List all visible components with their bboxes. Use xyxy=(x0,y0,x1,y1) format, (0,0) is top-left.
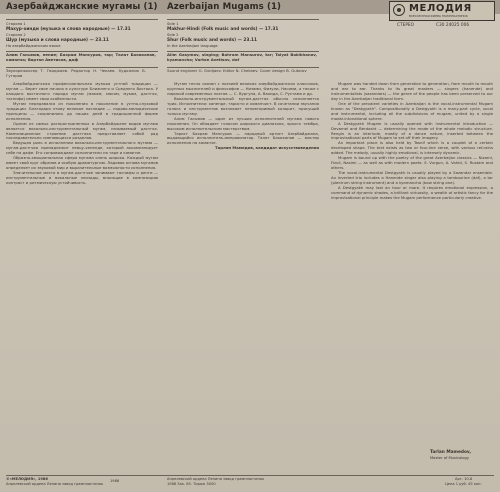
paragraph: A Destgyakh Mugam is usually opened with instrumental introduction — Devamel and Berdasht — determining the mode of the whole melodic structure. Rengin is an interlude, mostly of a dance nature, inserted between the improvisational parts of Mugam to set off their imagery. xyxy=(331,120,493,141)
paragraph: Вокально-инструментальный мугам-дастгях обычно исполняется трио. Исполнители: ханенде, таристи и кяманчист. В сочетании звучания голоса и инструментов возникает неповторимый колорит, присущий только мугаму. xyxy=(167,95,319,116)
melodiya-logo xyxy=(389,1,495,21)
paragraph: Mugam is bound up with the poetry of the great Azerbaijan classics — Nizami, Fizuli, Nasimi — as well as with modern poets: S. Vurgun, A. Vahid, S. Rustam and others. xyxy=(331,155,493,171)
author-signature-ru: Тарлан Мамедов, кандидат искусствоведения xyxy=(215,145,319,151)
credits-ru: Звукорежиссер Т. Гвиджаев. Редактор Н. Чекаев. Художник Б. Гуторов xyxy=(6,69,146,78)
title-english: Azerbaijan Mugams (1) xyxy=(167,2,282,12)
side2-label-en: Side 2 xyxy=(167,33,179,37)
paragraph: Алим Гасымов — один из лучших исполнителей мугама нового поколения. Он обладает голосом широкого диапазона, яркого тембра, высоким исполнительским мастерством. xyxy=(167,115,319,131)
paragraph: Значительное место в мугам-дастгяхе занимают таснифы и ренги — инструментальные и вокальные эпизоды, вносящие в композицию контраст и ритмическую устойчивость. xyxy=(6,170,158,186)
side2-label-ru: Сторона 2 xyxy=(6,33,26,37)
paragraph: Тарист Бахрам Мансуров — народный артист Азербайджана, выдающийся исполнитель-импровизатор. Талят Бакиханов — мастер исполнения на кяманче. xyxy=(167,130,319,146)
melodiya-record-icon xyxy=(393,4,405,16)
russian-text-column-1 xyxy=(6,82,158,472)
paragraph: A Destgyakh may last an hour or more. It requires emotional expression, a command of dynamic shades, a brilliant virtuosity, a wealth of artistic fancy for the improvisational principle makes the Mugam performance particularly creative. xyxy=(331,185,493,200)
paragraph: Азербайджанская профессиональная музыка устной традиции — мугам — берет свое начало в культуре Ближнего и Среднего Востока. У каждого восточного народа мугам (макам, маком, мукам, дастгях, таснифи) имеет свои особенности. xyxy=(6,82,158,101)
paragraph: Мугам передавался из поколения в поколение в устно-слуховой традиции. Благодаря этому великое наследие — ладово-мелодические принципы — сохранились до наших дней в традиционной форме исполнения. xyxy=(6,100,158,121)
paragraph: The vocal-instrumental Destgyakh is usually played by a Sazandar ensemble. An inverted trio includes a Hanende singer also playing a tambourine (daf), a tar (plectrum string instrument) and a kyamancha (bow string one). xyxy=(331,170,493,186)
stereo-label: СТЕРЕО xyxy=(397,23,415,28)
side1-label-ru: Сторона 1 xyxy=(6,22,26,26)
catalog-number: С30 24025 006 xyxy=(436,23,470,28)
track1-ru: Махур-хинди (музыка и слова народные) — 17.31 xyxy=(6,27,131,32)
plant-name: Апрелевский ордена Ленина завод грампластинок xyxy=(167,477,265,481)
performers-en: Alim Gasymov, singing; Bahram Mansurov, tar; Talyat Bakikhanov, kyamancha; Vartan Avetisov, daf xyxy=(167,53,317,62)
track2-ru: Шур (музыка и слова народные) — 23.11 xyxy=(6,38,109,43)
price: Цена 1 руб. 45 коп. xyxy=(445,482,482,486)
print-run: 1988 Зак. 65. Тираж 5000 xyxy=(167,482,216,486)
signature-role: Master of Musicology xyxy=(430,456,470,460)
copyright: ©«МЕЛОДИЯ», 1986 xyxy=(6,477,48,481)
logo-subtitle: ВСЕСОЮЗНАЯ ФИРМА ГРАМПЛАСТИНОК xyxy=(409,14,468,18)
language-note-ru: На азербайджанском языке xyxy=(6,44,61,48)
title-russian: Азербайджанские мугамы (1) xyxy=(6,2,158,12)
paragraph: Mugam was handed down from generation to generation, from mouth to mouth and ear to ear. Thanks to its great masters — singers (hanende) and instrumentalists (sazandars) — the genre of the people has been preserved to our day in the Azerbaijan traditional form. xyxy=(331,82,493,101)
track1-en: Makhur-Hindi (Folk music and words) — 17.31 xyxy=(167,27,279,32)
paragraph: One of the prevalent varieties in Azerbaijan is the vocal-instrumental Mugam known as "Destgyakh". Compositionally a Destgyakh is a many-part cycle, vocal and instrumental, including all the subdivisions of mugam, united by a single modal-intonational sphere. xyxy=(331,100,493,121)
plant-name-left: Апрелевский ордена Ленина завод грампластинок xyxy=(6,482,104,486)
signature-name: Tarlan Mamedov, xyxy=(430,450,472,455)
russian-text-column-2 xyxy=(167,82,319,472)
paragraph: Мугам тесно связан с поэзией великих азербайджанских классиков, крупных мыслителей и философов — Низами, Физули, Насими, а также с лирикой современных поэтов — С. Вургуна, А. Вахида, С. Рустама и др. xyxy=(167,82,319,96)
paragraph: An important place is also held by Tasnif which is a couplet of a certain developed shape. The text exists as two or four-line verse, with various ref-rains added. The melody, usually highly emotional, is intensely dynamic. xyxy=(331,140,493,156)
credits-en: Sound engineer G. Gvidjaev. Editor N. Chekaev. Cover design B. Gutorov xyxy=(167,69,307,73)
year: 1986 xyxy=(110,479,120,483)
paragraph: Одним из самых распространенных в Азербайджане видов мугама является вокально-инструментальный мугам, называемый дастгях. Композиционное строение дастгяха представляет собой ряд последовательно сменяющихся разделов. xyxy=(6,120,158,141)
language-note-en: In the Azerbaijani language xyxy=(167,44,218,48)
paragraph: Ведущая роль в исполнении вокально-инструментального мугама — мугам-дастгяха принадлежит певцу-ханенде, который аккомпанирует себе на дафе. Его сопровождают исполнители на таре и кяманче. xyxy=(6,140,158,156)
side1-label-en: Side 1 xyxy=(167,22,179,26)
logo-brand: МЕЛОДИЯ xyxy=(409,3,472,14)
english-text-column xyxy=(331,82,493,442)
article-number: Арт. 10-8 xyxy=(455,477,473,481)
track2-en: Shur (Folk music and words) — 23.11 xyxy=(167,38,257,43)
paragraph: Образно-эмоциональная сфера мугама очень широка. Каждый мугам имеет свой круг образов и особую драматургию. Ладовая основа мугамов определяет их звуковой мир и выразительные возможности исполнения. xyxy=(6,155,158,171)
performers-ru: Алим Гасымов, пение; Бахрам Мансуров, тар; Талат Бакиханов, кяманча; Вартан Аветисов, даф xyxy=(6,53,156,62)
